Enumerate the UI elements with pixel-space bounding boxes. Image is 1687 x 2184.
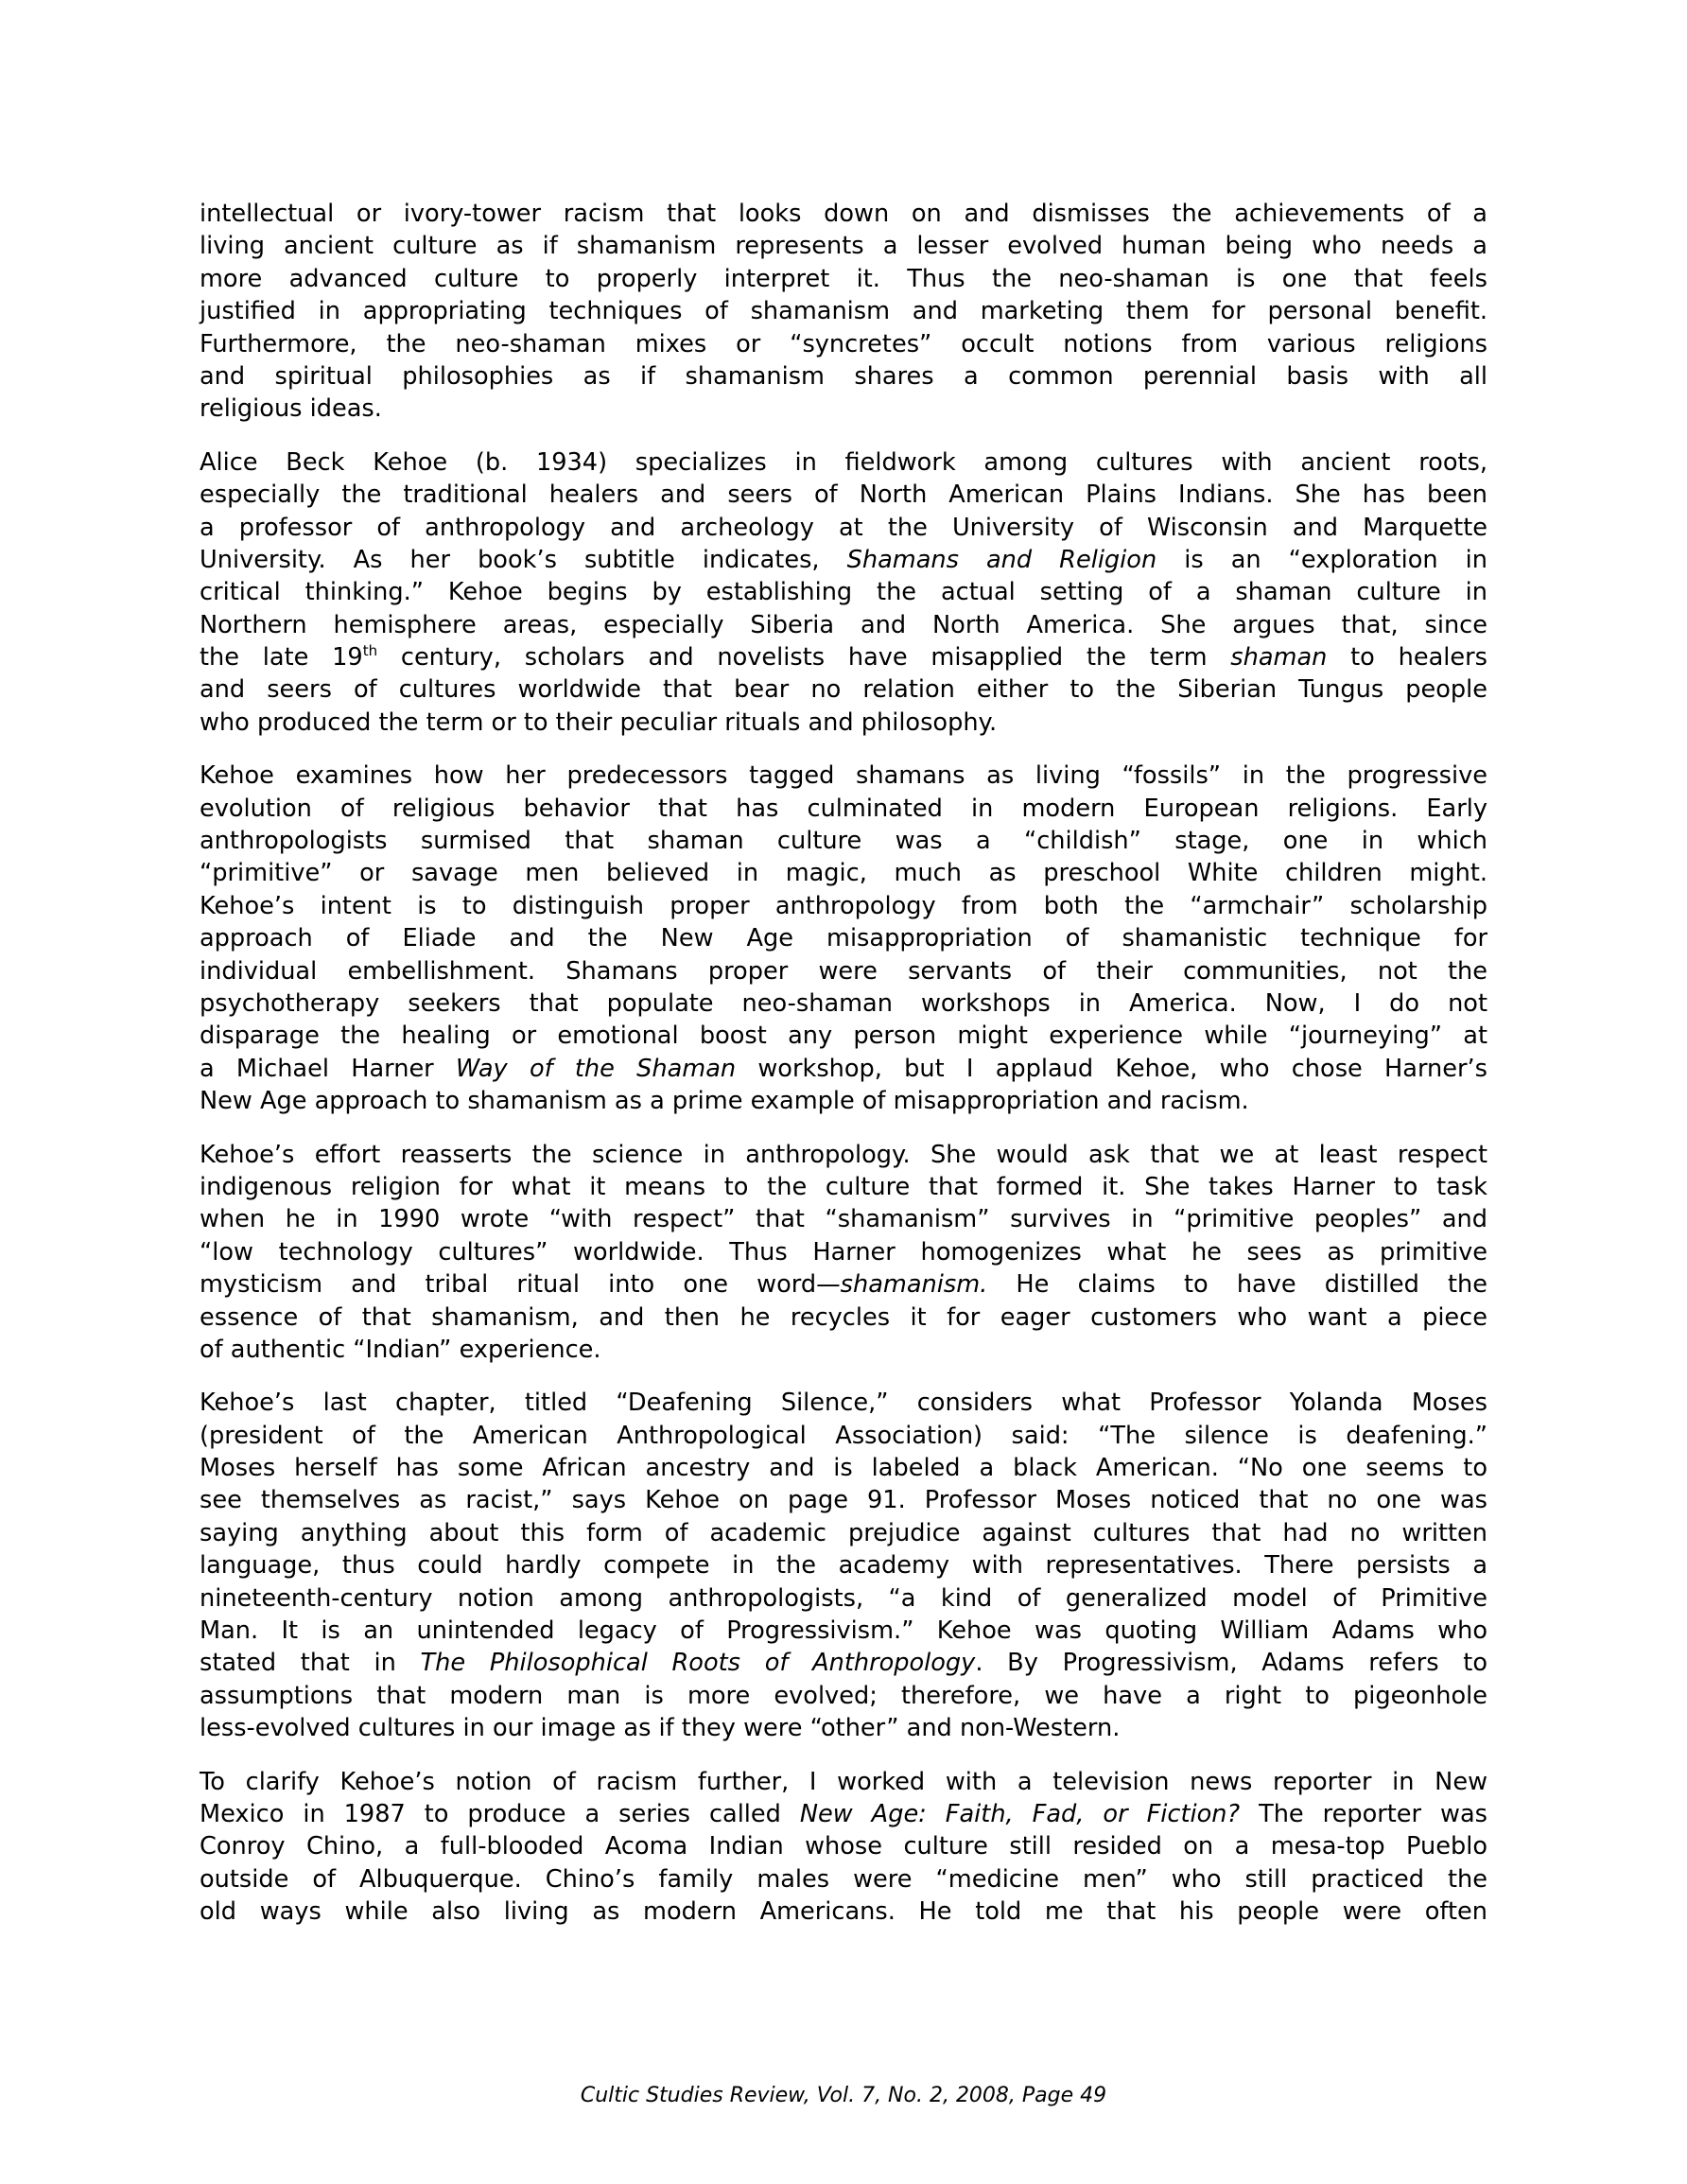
italic-title: Shamans and Religion (846, 545, 1157, 574)
text-line (200, 1420, 1487, 1452)
text-run: critical thinking.” Kehoe begins by establishing the actual setting of a shaman culture in (200, 578, 1487, 607)
text-run: To clarify Kehoe’s notion of racism further, I worked with a television news reporter in New (200, 1767, 1487, 1796)
text-run: is an “exploration in (1157, 545, 1487, 574)
text-run: especially the traditional healers and seers of North American Plains Indians. She has been (200, 480, 1487, 510)
text-run: nineteenth-century notion among anthropologists, “a kind of generalized model of Primitive (200, 1583, 1487, 1613)
italic-title: The Philosophical Roots of Anthropology (420, 1649, 976, 1678)
text-run: living ancient culture as if shamanism represents a lesser evolved human being who needs a (200, 232, 1487, 261)
text-line (200, 1830, 1487, 1862)
text-line (200, 295, 1487, 327)
text-run: evolution of religious behavior that has culminated in modern European religions. Early (200, 794, 1487, 823)
text-line (200, 230, 1487, 262)
text-run: outside of Albuquerque. Chino’s family males were “medicine men” who still practiced the (200, 1864, 1487, 1894)
text-run: old ways while also living as modern Americans. He told me that his people were often (200, 1897, 1487, 1927)
text-line (200, 1452, 1487, 1484)
italic-title: shaman (1230, 643, 1328, 673)
text-run: (president of the American Anthropological Association) said: “The silence is deafening.” (200, 1421, 1487, 1450)
text-run: Conroy Chino, a full-blooded Acoma Indian whose culture still resided on a mesa-top Pueblo (200, 1832, 1487, 1861)
text-run: saying anything about this form of academic prejudice against cultures that had no written (200, 1518, 1487, 1547)
text-run: religious ideas. (200, 394, 382, 424)
italic-title: Way of the Shaman (455, 1054, 737, 1083)
paragraph (200, 1387, 1487, 1744)
text-run: of authentic “Indian” experience. (200, 1335, 601, 1364)
text-run: New Age approach to shamanism as a prime example of misappropriation and racism. (200, 1087, 1249, 1116)
text-line (200, 793, 1487, 825)
text-line (200, 479, 1487, 511)
text-run: stated that in (200, 1649, 421, 1678)
text-run: century, scholars and novelists have misapplied the term (377, 643, 1231, 673)
text-run: the late 19 (200, 643, 363, 673)
text-line (200, 1549, 1487, 1581)
text-run: essence of that shamanism, and then he recycles it for eager customers who want a piece (200, 1302, 1487, 1332)
text-run: and spiritual philosophies as if shamanism shares a common perennial basis with all (200, 361, 1487, 391)
text-run: Kehoe’s effort reasserts the science in anthropology. She would ask that we at least respect (200, 1140, 1487, 1169)
text-run: Man. It is an unintended legacy of Progressivism.” Kehoe was quoting William Adams who (200, 1616, 1487, 1646)
text-run: more advanced culture to properly interpret it. Thus the neo-shaman is one that feels (200, 264, 1487, 293)
text-line (200, 1680, 1487, 1712)
text-run: language, thus could hardly compete in the academy with representatives. There persists a (200, 1551, 1487, 1581)
text-line (200, 1896, 1487, 1928)
text-line (200, 1053, 1487, 1085)
text-line (200, 955, 1487, 987)
text-line (200, 1712, 1487, 1744)
text-line (200, 1582, 1487, 1615)
text-line (200, 263, 1487, 295)
text-run: a professor of anthropology and archeology at the University of Wisconsin and Marquette (200, 513, 1487, 542)
text-run: and seers of cultures worldwide that bear no relation either to the Siberian Tungus people (200, 675, 1487, 705)
text-run: who produced the term or to their peculiar rituals and philosophy. (200, 708, 998, 737)
italic-title: shamanism. (840, 1270, 988, 1300)
text-line (200, 1268, 1487, 1301)
text-line (200, 446, 1487, 479)
text-line (200, 1139, 1487, 1171)
text-run: approach of Eliade and the New Age misappropriation of shamanistic technique for (200, 924, 1487, 953)
text-run: anthropologists surmised that shaman culture was a “childish” stage, one in which (200, 827, 1487, 856)
text-line (200, 393, 1487, 425)
text-line (200, 328, 1487, 360)
text-run: indigenous religion for what it means to the culture that formed it. She takes Harner to task (200, 1172, 1487, 1201)
text-line (200, 641, 1487, 673)
text-run: justified in appropriating techniques of shamanism and marketing them for personal benefit. (200, 297, 1487, 326)
text-line (200, 1484, 1487, 1516)
paragraph (200, 760, 1487, 1117)
text-line (200, 360, 1487, 393)
text-run: individual embellishment. Shamans proper were servants of their communities, not the (200, 956, 1487, 986)
text-line (200, 1863, 1487, 1896)
text-run: mysticism and tribal ritual into one word— (200, 1270, 841, 1300)
italic-title: New Age: Faith, Fad, or Fiction? (799, 1799, 1241, 1828)
text-line (200, 707, 1487, 739)
text-run: Furthermore, the neo-shaman mixes or “syncretes” occult notions from various religions (200, 329, 1487, 358)
text-line (200, 1387, 1487, 1419)
paragraph (200, 1139, 1487, 1367)
text-line (200, 544, 1487, 576)
text-line (200, 198, 1487, 230)
text-run: psychotherapy seekers that populate neo-shaman workshops in America. Now, I do not (200, 988, 1487, 1018)
paragraph (200, 198, 1487, 426)
text-run: University. As her book’s subtitle indicates, (200, 545, 847, 574)
text-line (200, 1302, 1487, 1334)
paragraph (200, 1766, 1487, 1929)
text-line (200, 1517, 1487, 1549)
text-run: Kehoe’s intent is to distinguish proper anthropology from both the “armchair” scholarship (200, 891, 1487, 920)
text-run: Kehoe’s last chapter, titled “Deafening Silence,” considers what Professor Yolanda Moses (200, 1389, 1487, 1418)
text-run: to healers (1327, 643, 1487, 673)
text-run: The reporter was (1240, 1799, 1487, 1828)
text-run: Kehoe examines how her predecessors tagged shamans as living “fossils” in the progressive (200, 761, 1487, 791)
text-line (200, 1171, 1487, 1203)
text-line (200, 987, 1487, 1020)
text-line (200, 890, 1487, 922)
text-line (200, 609, 1487, 641)
text-line (200, 1798, 1487, 1830)
text-line (200, 825, 1487, 857)
text-line (200, 576, 1487, 608)
superscript: th (362, 642, 378, 660)
text-run: Northern hemisphere areas, especially Siberia and North America. She argues that, since (200, 610, 1487, 639)
text-run: . By Progressivism, Adams refers to (975, 1649, 1487, 1678)
text-line (200, 922, 1487, 954)
text-run: less-evolved cultures in our image as if they were “other” and non-Western. (200, 1714, 1121, 1743)
page-footer: Cultic Studies Review, Vol. 7, No. 2, 2008, Page 49 (580, 2084, 1107, 2107)
text-run: when he in 1990 wrote “with respect” that “shamanism” survives in “primitive peoples” and (200, 1205, 1487, 1234)
text-run: disparage the healing or emotional boost any person might experience while “journeying” at (200, 1022, 1487, 1051)
text-line (200, 857, 1487, 889)
text-run: Moses herself has some African ancestry and is labeled a black American. “No one seems to (200, 1454, 1487, 1483)
document-body (200, 198, 1487, 1949)
text-line (200, 512, 1487, 544)
text-line (200, 1236, 1487, 1268)
text-line (200, 1615, 1487, 1647)
text-run: Mexico in 1987 to produce a series called (200, 1799, 800, 1828)
text-line (200, 1085, 1487, 1117)
text-line (200, 760, 1487, 792)
text-run: a Michael Harner (200, 1054, 456, 1083)
text-line (200, 1766, 1487, 1798)
text-run: “primitive” or savage men believed in magic, much as preschool White children might. (200, 859, 1487, 888)
text-run: workshop, but I applaud Kehoe, who chose Harner’s (736, 1054, 1487, 1083)
text-run: “low technology cultures” worldwide. Thus Harner homogenizes what he sees as primitive (200, 1237, 1487, 1267)
text-line (200, 1647, 1487, 1679)
text-run: Alice Beck Kehoe (b. 1934) specializes in fieldwork among cultures with ancient roots, (200, 447, 1487, 477)
text-run: intellectual or ivory-tower racism that looks down on and dismisses the achievements of a (200, 200, 1487, 228)
text-line (200, 1020, 1487, 1052)
text-run: He claims to have distilled the (987, 1270, 1487, 1300)
text-run: assumptions that modern man is more evolved; therefore, we have a right to pigeonhole (200, 1681, 1487, 1710)
paragraph (200, 446, 1487, 740)
text-line (200, 673, 1487, 706)
text-line (200, 1203, 1487, 1235)
text-run: see themselves as racist,” says Kehoe on page 91. Professor Moses noticed that no one was (200, 1486, 1487, 1515)
text-line (200, 1334, 1487, 1366)
